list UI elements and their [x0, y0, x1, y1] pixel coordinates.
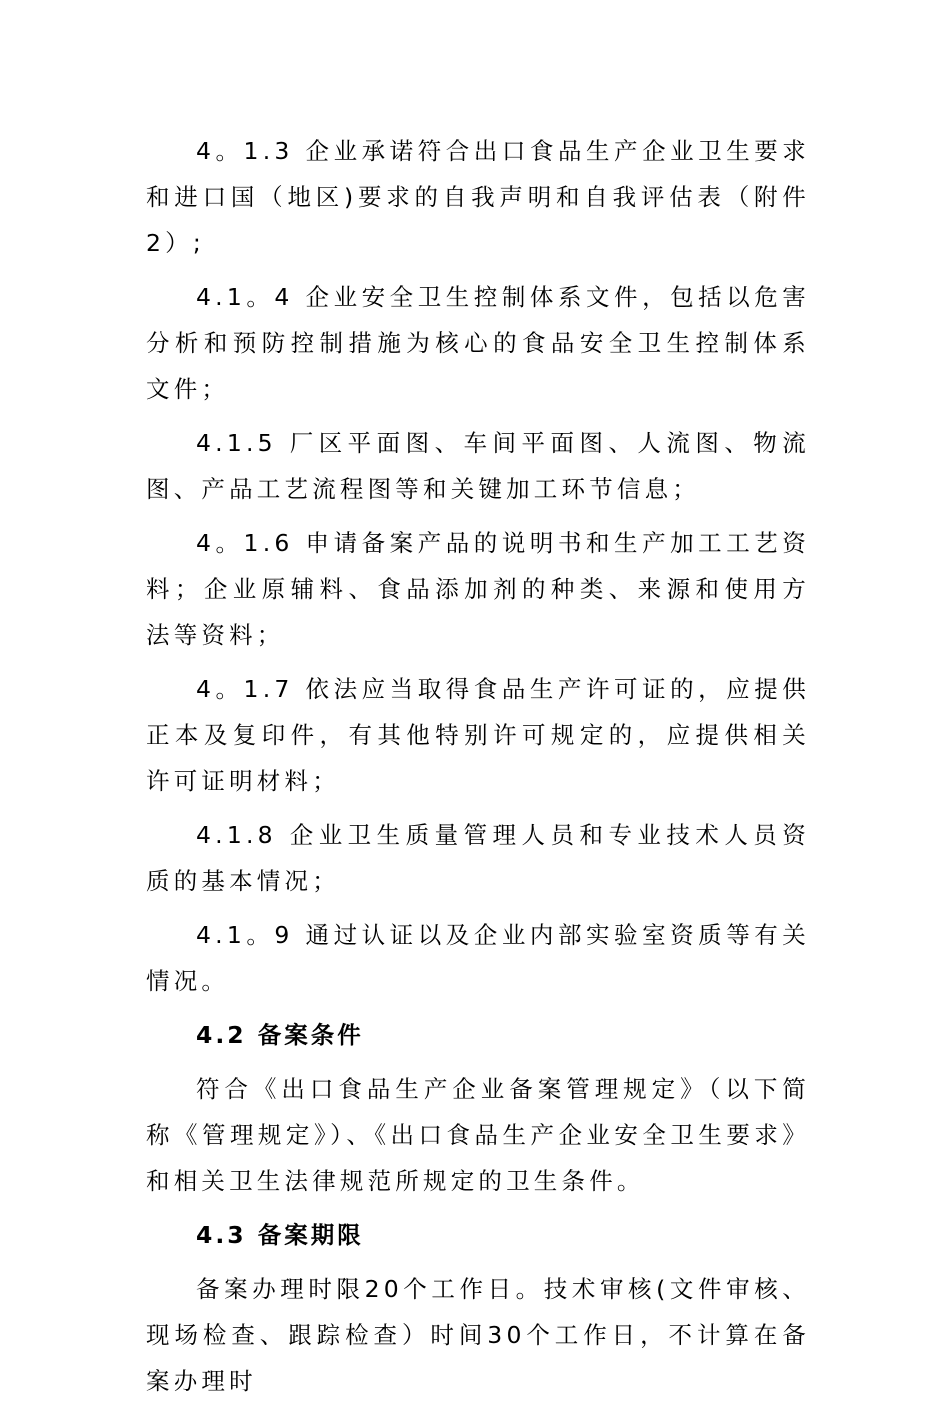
paragraph-4-1-9: 4.1。9 通过认证以及企业内部实验室资质等有关情况。 — [146, 921, 810, 995]
paragraph-4-1-5: 4.1.5 厂区平面图、车间平面图、人流图、物流图、产品工艺流程图等和关键加工环节信息； — [146, 429, 810, 503]
section-heading-4-2: 4.2 备案条件 — [196, 1021, 364, 1049]
section-body-4-3: 备案办理时限20个工作日。技术审核(文件审核、现场检查、跟踪检查）时间30个工作日，不计算在备案办理时 — [146, 1275, 810, 1395]
paragraph-4-1-3: 4。1.3 企业承诺符合出口食品生产企业卫生要求和进口国（地区)要求的自我声明和自我评估表（附件2）; — [146, 137, 810, 257]
paragraph-4-1-4: 4.1。4 企业安全卫生控制体系文件，包括以危害分析和预防控制措施为核心的食品安全卫生控制体系文件； — [146, 283, 810, 403]
section-body-4-2: 符合《出口食品生产企业备案管理规定》（以下简称《管理规定》）、《出口食品生产企业安全卫生要求》和相关卫生法律规范所规定的卫生条件。 — [146, 1075, 810, 1195]
paragraph-4-1-7: 4。1.7 依法应当取得食品生产许可证的，应提供正本及复印件，有其他特别许可规定的，应提供相关许可证明材料； — [146, 675, 810, 795]
document-page — [146, 128, 810, 1412]
paragraph-4-1-6: 4。1.6 申请备案产品的说明书和生产加工工艺资料；企业原辅料、食品添加剂的种类、来源和使用方法等资料； — [146, 529, 810, 649]
paragraph-4-1-8: 4.1.8 企业卫生质量管理人员和专业技术人员资质的基本情况； — [146, 821, 810, 895]
section-heading-4-3: 4.3 备案期限 — [196, 1221, 364, 1249]
